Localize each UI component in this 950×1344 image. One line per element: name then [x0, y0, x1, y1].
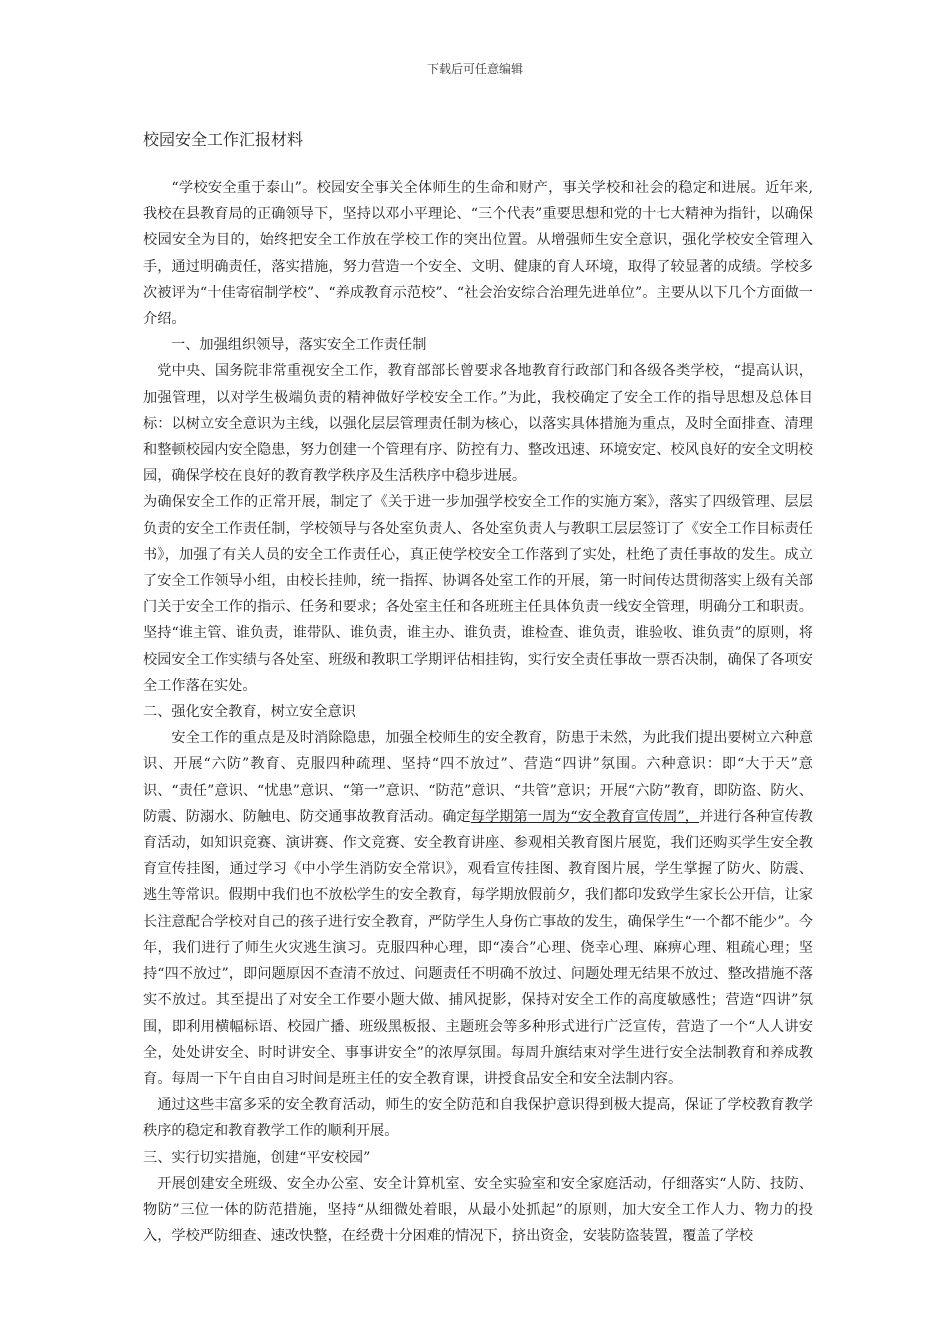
document-body	[143, 175, 813, 1249]
section2-paragraph-2: 通过这些丰富多采的安全教育活动，师生的安全防范和自我保护意识得到极大提高，保证了学校教育教学秩序的稳定和教育教学工作的顺利开展。	[143, 1097, 813, 1140]
section2-heading: 二、强化安全教育，树立安全意识	[143, 704, 356, 721]
underlined-phrase: 每学期第一周为“安全教育宣传周”，	[470, 808, 700, 825]
section3-paragraph-1: 开展创建安全班级、安全办公室、安全计算机室、安全实验室和安全家庭活动，仔细落实“人防、技防、物防”三位一体的防范措施，坚持“从细微处着眼，从最小处抓起”的原则，加大安全工作人力、物力的投入，学校严防细查、速改快整，在经费十分困难的情况下，挤出资金，安装防盗装置，覆盖了学校	[143, 1175, 813, 1245]
page-header-note: 下载后可任意编辑	[426, 62, 523, 76]
section1-paragraph-1: 党中央、国务院非常重视安全工作，教育部部长曾要求各地教育行政部门和各级各类学校，“提高认识，加强管理，以对学生极端负责的精神做好学校安全工作。”为此，我校确定了安全工作的指导思想及总体目标：以树立安全意识为主线，以强化层层管理责任制为核心，以落实具体措施为重点，及时全面排查、清理和整顿校园内安全隐患，努力创建一个管理有序、防控有力、整改迅速、环境安定、校风良好的安全文明校园，确保学校在良好的教育教学秩序及生活秩序中稳步进展。	[143, 363, 813, 485]
section1-paragraph-2: 为确保安全工作的正常开展，制定了《关于进一步加强学校安全工作的实施方案》，落实了四级管理、层层负责的安全工作责任制，学校领导与各处室负责人、各处室负责人与教职工层层签订了《安全工作目标责任书》，加强了有关人员的安全工作责任心，真正使学校安全工作落到了实处，杜绝了责任事故的发生。成立了安全工作领导小组，由校长挂帅，统一指挥、协调各处室工作的开展，第一时间传达贯彻落实上级有关部门关于安全工作的指示、任务和要求；各处室主任和各班班主任具体负责一线安全管理，明确分工和职责。坚持“谁主管、谁负责，谁带队、谁负责，谁主办、谁负责，谁检查、谁负责，谁验收、谁负责”的原则，将校园安全工作实绩与各处室、班级和教职工学期评估相挂钩，实行安全责任事故一票否决制，确保了各项安全工作落在实处。	[143, 494, 813, 694]
document-title: 校园安全工作汇报材料	[143, 130, 304, 149]
intro-paragraph: “学校安全重于泰山”。校园安全事关全体师生的生命和财产，事关学校和社会的稳定和进展。近年来,我校在县教育局的正确领导下，坚持以邓小平理论、“三个代表”重要思想和党的十七大精神为指针，以确保校园安全为目的，始终把安全工作放在学校工作的突出位置。从增强师生安全意识，强化学校安全管理入手，通过明确责任，落实措施，努力营造一个安全、文明、健康的育人环境，取得了较显著的成绩。学校多次被评为“十佳寄宿制学校”、“养成教育示范校”、“社会治安综合治理先进单位”。主要从以下几个方面做一介绍。	[143, 180, 813, 328]
section2-text-before: 安全工作的重点是及时消除隐患，加强全校师生的安全教育，防患于未然，为此我们提出要树立六种意识、开展“六防”教育、克服四种疏理、坚持“四不放过”、营造“四讲”氛围。六种意识：即“大于天”意识、“责任”意识、“忧患”意识、“第一”意识、“防范”意识、“共管”意识；开展“六防”教育，即防盗、防火、防震、防溺水、防触电、防交通事故教育活动。确定	[143, 730, 813, 825]
section1-heading: 一、加强组织领导，落实安全工作责任制	[171, 337, 427, 354]
section2-paragraph-1	[143, 725, 813, 1092]
section3-heading: 三、实行切实措施，创建“平安校园”	[143, 1149, 371, 1166]
section2-text-after: 并进行各种宣传教育活动，如知识竞赛、演讲赛、作文竞赛、安全教育讲座、参观相关教育图片展览，我们还购买学生安全教育宣传挂图，通过学习《中小学生消防安全常识》，观看宣传挂图、教育图片展，学生掌握了防火、防震、逃生等常识。假期中我们也不放松学生的安全教育，每学期放假前夕，我们都印发致学生家长公开信，让家长注意配合学校对自己的孩子进行安全教育，严防学生人身伤亡事故的发生，确保学生“一个都不能少”。今年，我们进行了师生火灾逃生演习。克服四种心理，即“凑合”心理、侥幸心理、麻痹心理、粗疏心理；坚持“四不放过”，即问题原因不查清不放过、问题责任不明确不放过、问题处理无结果不放过、整改措施不落实不放过。其至提出了对安全工作要小题大做、捕风捉影，保持对安全工作的高度敏感性；营造“四讲”氛围，即利用横幅标语、校园广播、班级黑板报、主题班会等多种形式进行广泛宣传，营造了一个“人人讲安全，处处讲安全、时时讲安全、事事讲安全”的浓厚氛围。每周升旗结束对学生进行安全法制教育和养成教育。每周一下午自由自习时间是班主任的安全教育课，讲授食品安全和安全法制内容。	[143, 808, 813, 1087]
